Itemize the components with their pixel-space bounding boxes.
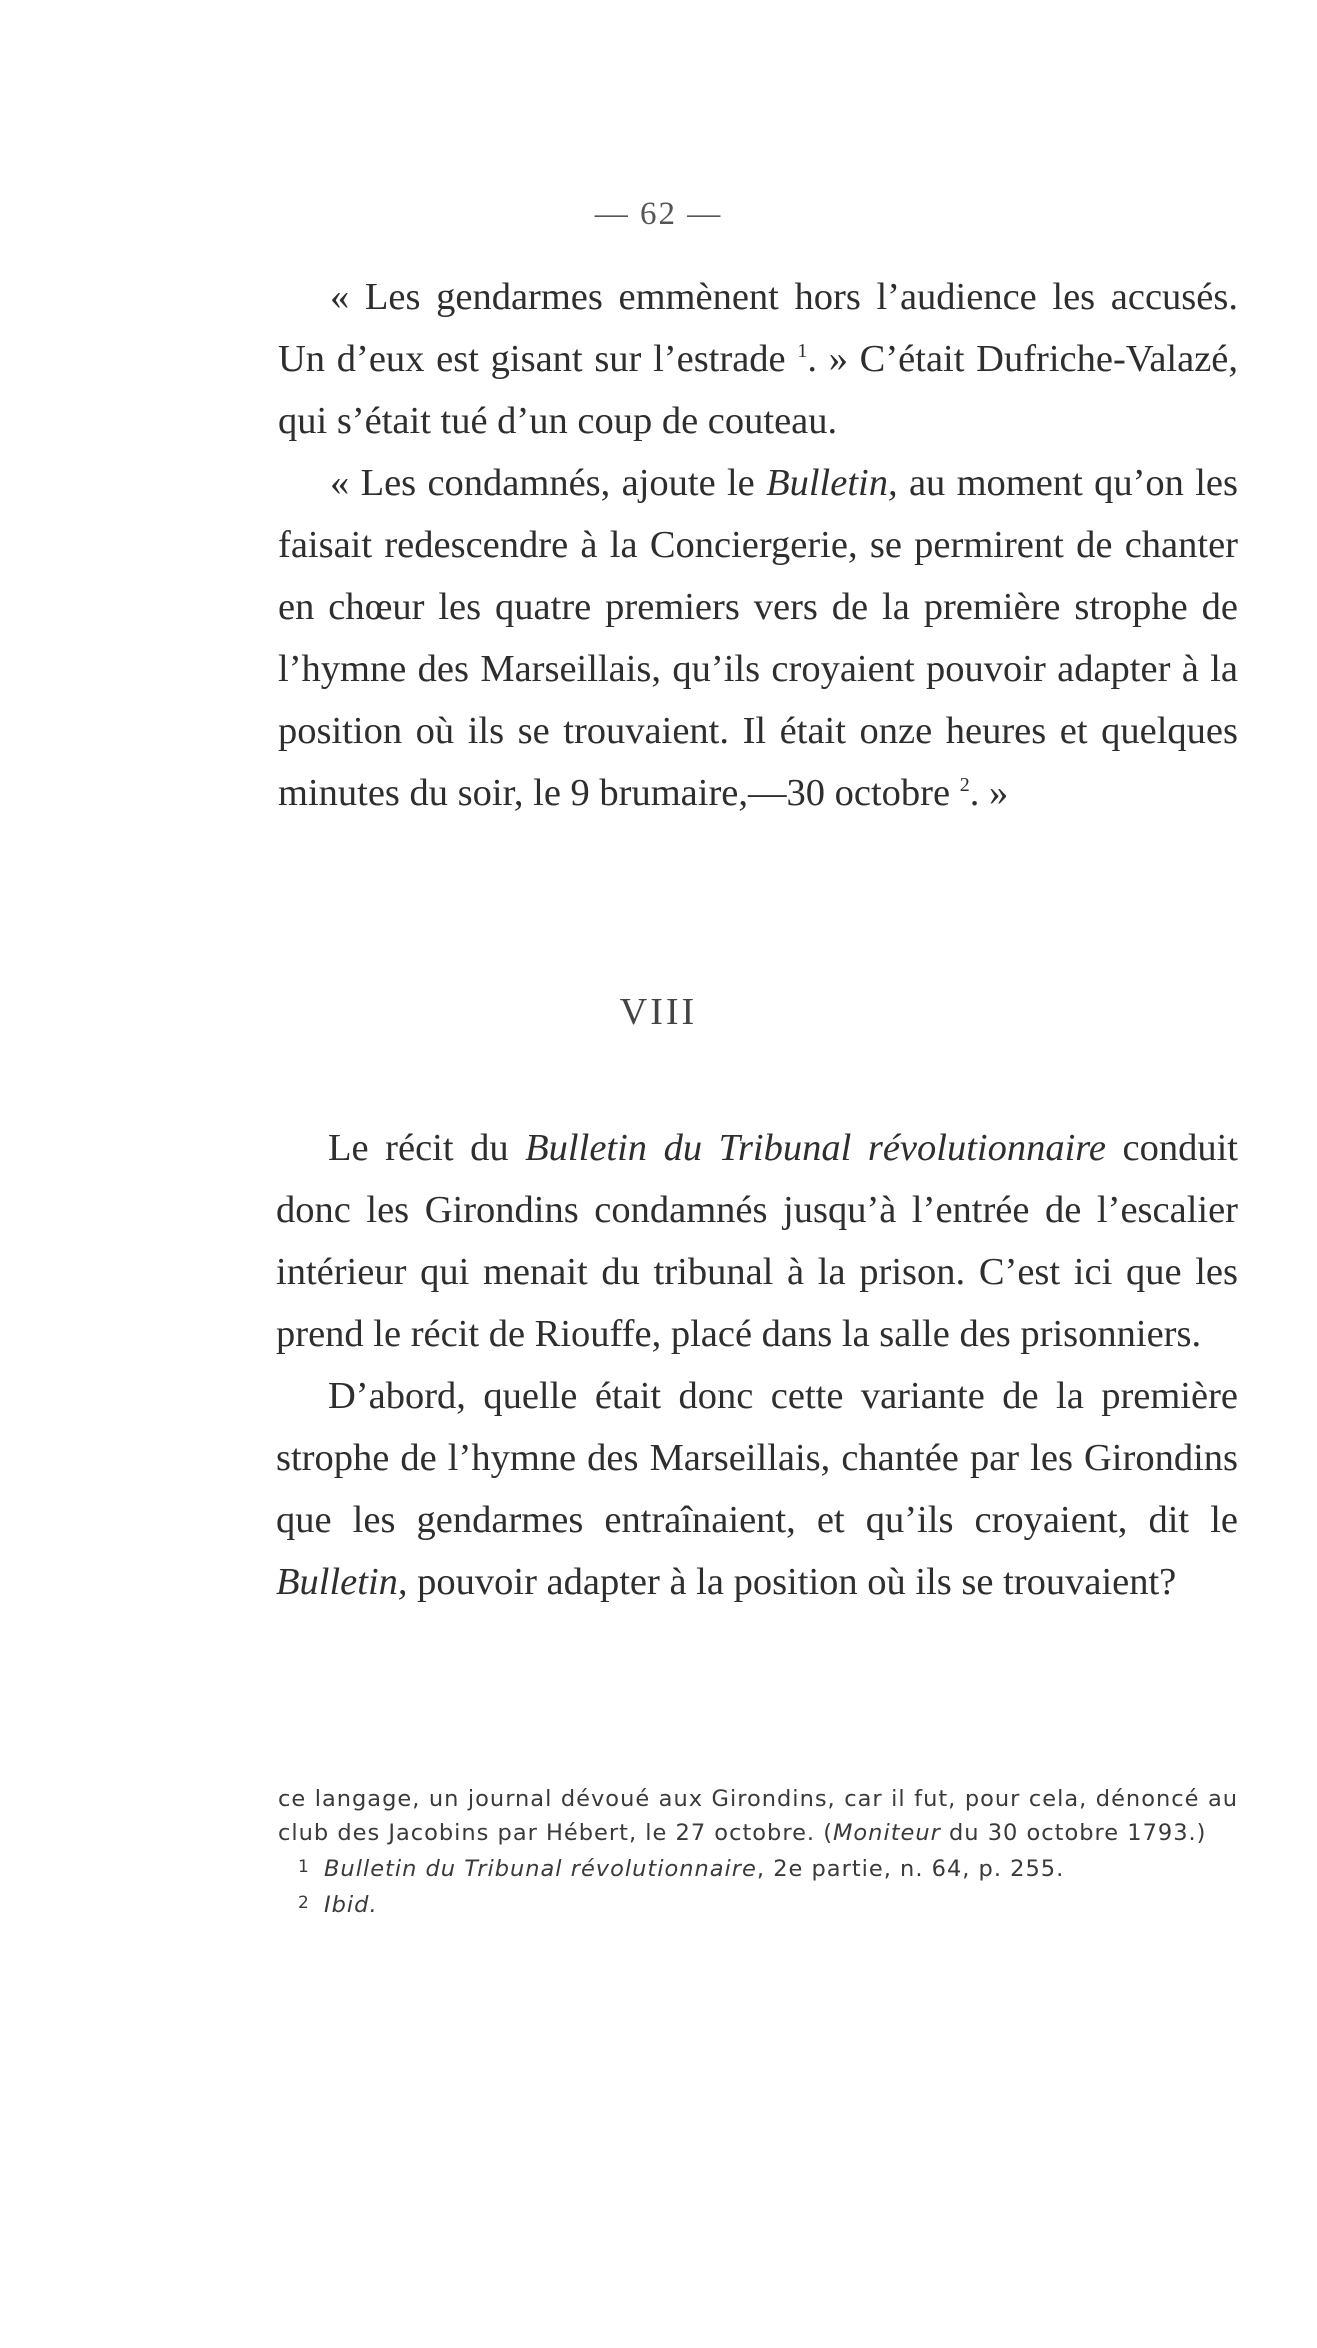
footnote-2 <box>278 1886 1238 1922</box>
italic-title: Bulletin du Tribunal révolutionnaire <box>525 1127 1106 1169</box>
main-text-block-2 <box>276 1117 1238 1613</box>
paragraph-text: « Les condamnés, ajoute le <box>330 462 767 504</box>
paragraph-quote-condamnes <box>278 452 1238 824</box>
paragraph-text: . » C’était Dufriche-Valazé, qui s’était tué d’un coup de couteau. <box>278 338 1238 442</box>
paragraph-quote-gendarmes <box>278 266 1238 452</box>
paragraph-text: au moment qu’on les faisait redescendre à la Conciergerie, se permirent de chanter en chœur les quatre premiers vers de la première strophe de l’hymne des Marseillais, qu’ils croyaient pouvoir adapter à la position où ils se trouvaient. Il était onze heures et quelques minutes du soir, le 9 brumaire,—30 octobre <box>278 462 1238 814</box>
paragraph-text: conduit donc les Girondins condamnés jusqu’à l’entrée de l’escalier intérieur qui menait du tribunal à la prison. C’est ici que les prend le récit de Riouffe, placé dans la salle des prisonniers. <box>276 1127 1238 1355</box>
section-heading: VIII <box>619 991 698 1033</box>
page-number: — 62 — <box>594 196 723 232</box>
italic-title: Bulletin du Tribunal révolutionnaire <box>324 1856 757 1882</box>
footnote-1 <box>278 1850 1238 1886</box>
footnote-marker: 1 <box>298 1857 310 1877</box>
paragraph-recit <box>276 1117 1238 1365</box>
footnote-continuation <box>278 1782 1238 1850</box>
footnote-text: ce langage, un journal dévoué aux Girondins, car il fut, pour cela, dénoncé au club des Jacobins par Hébert, le 27 octobre. ( <box>278 1786 1238 1846</box>
italic-title: Moniteur <box>833 1820 941 1846</box>
footnotes <box>278 1782 1238 1922</box>
footnote-marker: 2 <box>298 1893 310 1913</box>
paragraph-text: Le récit du <box>328 1127 526 1169</box>
footnote-text: du 30 octobre 1793.) <box>940 1820 1207 1846</box>
footnote-reference: 2 <box>959 774 970 797</box>
paragraph-text: pouvoir adapter à la position où ils se trouvaient? <box>407 1561 1177 1603</box>
footnote-text: , 2e partie, n. 64, p. 255. <box>756 1856 1065 1882</box>
paragraph-text: « Les gendarmes emmènent hors l’audience les accusés. Un d’eux est gisant sur l’estrade <box>278 276 1238 380</box>
main-text-block-1 <box>278 266 1238 824</box>
paragraph-variante <box>276 1365 1238 1613</box>
paragraph-text: D’abord, quelle était donc cette variante de la première strophe de l’hymne des Marseillais, chantée par les Girondins que les gendarmes entraînaient, et qu’ils croyaient, dit le <box>276 1375 1238 1541</box>
italic-title: Bulletin, <box>766 462 898 504</box>
footnote-reference: 1 <box>797 340 808 363</box>
paragraph-text: . » <box>969 772 1009 814</box>
italic-title: Bulletin, <box>276 1561 408 1603</box>
italic-title: Ibid. <box>324 1892 378 1918</box>
